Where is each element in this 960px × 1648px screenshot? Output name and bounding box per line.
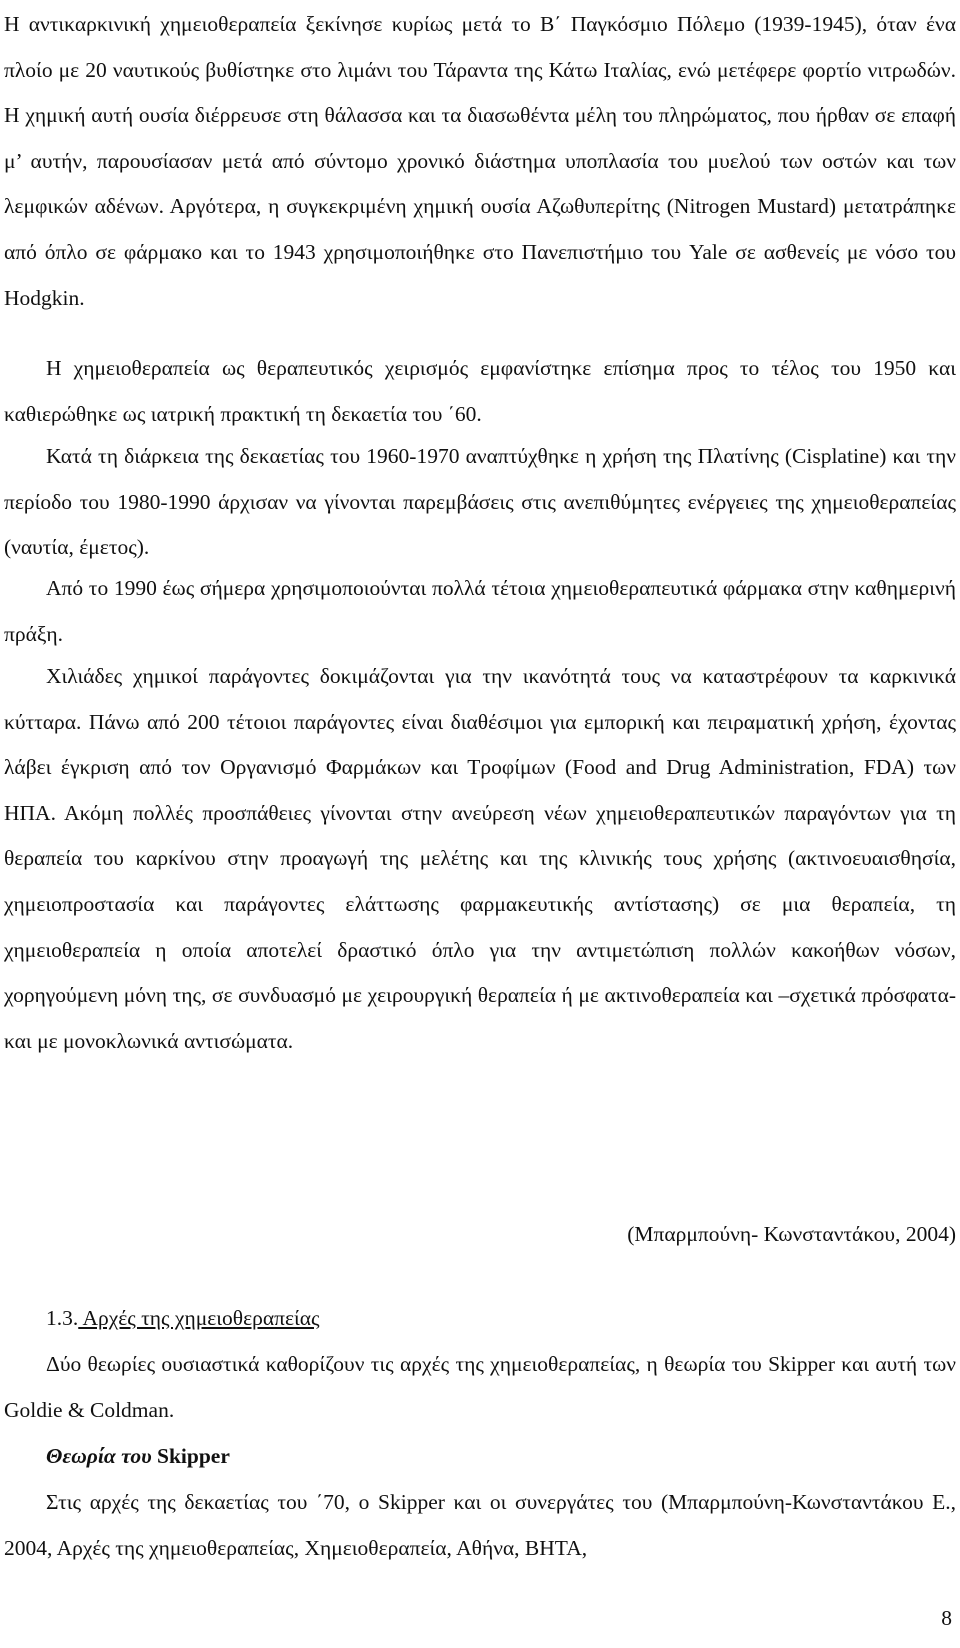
paragraph-cisplatine: Κατά τη διάρκεια της δεκαετίας του 1960-1970 αναπτύχθηκε η χρήση της Πλατίνης (Cisplatine) και την περίοδο του 1980-1990 άρχισαν να γίνονται παρεμβάσεις στις ανεπιθύμητες ενέργειες της χημειοθεραπείας (ναυτία, έμετος). xyxy=(4,444,956,560)
paragraph-two-theories: Δύο θεωρίες ουσιαστικά καθορίζουν τις αρχές της χημειοθεραπείας, η θεωρία του Skipper και αυτή των Goldie & Coldman. xyxy=(4,1352,956,1422)
section-number: 1.3. xyxy=(46,1306,79,1330)
paragraph-since-1990: Από το 1990 έως σήμερα χρησιμοποιούνται πολλά τέτοια χημειοθεραπευτικά φάρμακα στην καθημερινή πράξη. xyxy=(4,576,956,646)
subheading-italic: Θεωρία του xyxy=(46,1444,152,1468)
section-heading xyxy=(46,1296,320,1342)
paragraph-history: Η αντικαρκινική χημειοθεραπεία ξεκίνησε κυρίως μετά το Β΄ Παγκόσμιο Πόλεμο (1939-1945), όταν ένα πλοίο με 20 ναυτικούς βυθίστηκε στο λιμάνι του Τάραντα της Κάτω Ιταλίας, ενώ μετέφερε φορτίο νιτρωδών. Η χημική αυτή ουσία διέρρευσε στη θάλασσα και τα διασωθέντα μέλη του πληρώματος, που ήρθαν σε επαφή μ’ αυτήν, παρουσίασαν μετά από σύντομο χρονικό διάστημα υποπλασία του μυελού των οστών και των λεμφικών αδένων. Αργότερα, η συγκεκριμένη χημική ουσία Αζωθυπερίτης (Nitrogen Mustard) μετατράπηκε από όπλο σε φάρμακο και το 1943 χρησιμοποιήθηκε στο Πανεπιστήμιο του Yale σε ασθενείς με νόσο του Hodgkin. xyxy=(4,12,956,310)
section-title: Αρχές της χημειοθεραπείας xyxy=(78,1306,320,1330)
paragraph-official-emergence: Η χημειοθεραπεία ως θεραπευτικός χειρισμός εμφανίστηκε επίσημα προς το τέλος του 1950 και καθιερώθηκε ως ιατρική πρακτική τη δεκαετία του ΄60. xyxy=(4,356,956,426)
page-number: 8 xyxy=(941,1606,952,1630)
paragraph-chemical-agents: Χιλιάδες χημικοί παράγοντες δοκιμάζονται για την ικανότητά τους να καταστρέφουν τα καρκινικά κύτταρα. Πάνω από 200 τέτοιοι παράγοντες είναι διαθέσιμοι για εμπορική και πειραματική χρήση, έχοντας λάβει έγκριση από τον Οργανισμό Φαρμάκων και Τροφίμων (Food and Drug Administration, FDA) των ΗΠΑ. Ακόμη πολλές προσπάθειες γίνονται στην ανεύρεση νέων χημειοθεραπευτικών παραγόντων για τη θεραπεία του καρκίνου στην προαγωγή της μελέτης και της κλινικής τους χρήσης (ακτινοευαισθησία, χημειοπροστασία και παράγοντες ελάττωσης φαρμακευτικής αντίστασης) σε μια θεραπεία, τη χημειοθεραπεία η οποία αποτελεί δραστικό όπλο για την αντιμετώπιση πολλών κακοήθων νόσων, χορηγούμενη μόνη της, σε συνδυασμό με χειρουργική θεραπεία ή με ακτινοθεραπεία και –σχετικά πρόσφατα- και με μονοκλωνικά αντισώματα. xyxy=(4,664,956,1053)
citation: (Μπαρμπούνη- Κωνσταντάκου, 2004) xyxy=(627,1222,956,1246)
subheading-skipper-theory xyxy=(46,1434,230,1480)
paragraph-skipper-intro: Στις αρχές της δεκαετίας του ΄70, ο Skipper και οι συνεργάτες του (Μπαρμπούνη-Κωνσταντάκου Ε., 2004, Αρχές της χημειοθεραπείας, Χημειοθεραπεία, Αθήνα, ΒΗΤΑ, xyxy=(4,1490,956,1560)
subheading-name: Skipper xyxy=(151,1444,230,1468)
